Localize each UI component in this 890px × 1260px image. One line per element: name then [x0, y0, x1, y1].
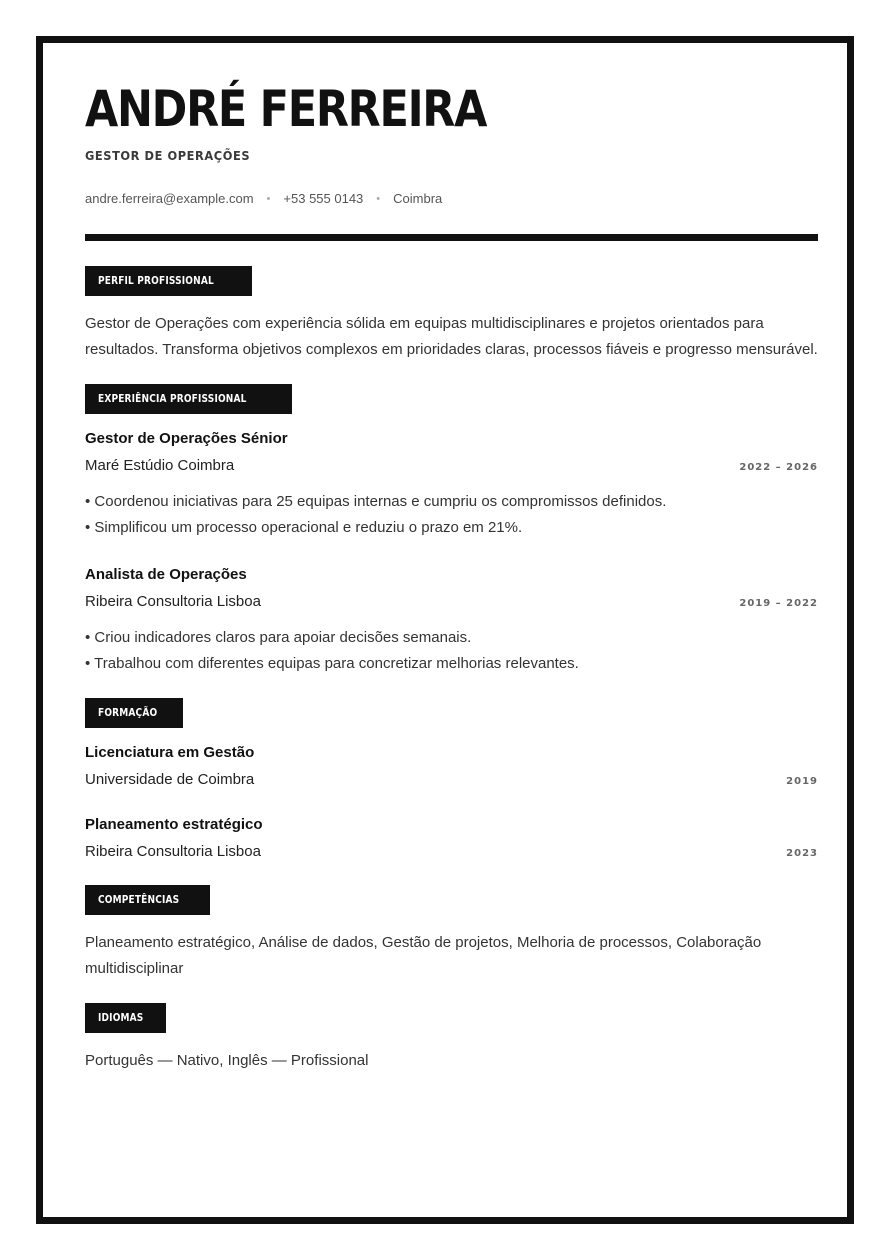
separator-dot: • [266, 192, 271, 205]
contact-location: Coimbra [393, 191, 443, 206]
candidate-name: ANDRÉ FERREIRA [85, 80, 487, 138]
candidate-role: GESTOR DE OPERAÇÕES [85, 149, 251, 163]
education-title: Planeamento estratégico [85, 816, 263, 833]
contact-phone[interactable]: +53 555 0143 [283, 191, 364, 206]
achievement-item: • Simplificou um processo operacional e reduziu o prazo em 21%. [85, 515, 818, 541]
education-institution: Ribeira Consultoria Lisboa [85, 843, 261, 860]
resume-page [36, 36, 854, 1224]
contact-email[interactable]: andre.ferreira@example.com [85, 191, 254, 206]
job-title: Analista de Operações [85, 566, 247, 583]
job-company: Maré Estúdio Coimbra [85, 457, 235, 474]
section-heading-experience: EXPERIÊNCIA PROFISSIONAL [85, 384, 292, 414]
section-heading-skills: COMPETÊNCIAS [85, 885, 210, 915]
achievement-item: • Criou indicadores claros para apoiar decisões semanais. [85, 625, 818, 651]
job-achievements [85, 489, 818, 541]
contact-line [85, 191, 442, 206]
section-heading-education: FORMAÇÃO [85, 698, 183, 728]
education-year: 2023 [786, 848, 818, 859]
section-heading-languages: IDIOMAS [85, 1003, 166, 1033]
education-year: 2019 [786, 776, 818, 787]
skills-text: Planeamento estratégico, Análise de dados, Gestão de projetos, Melhoria de processos, Colaboração multidisciplinar [85, 934, 762, 977]
job-achievements [85, 625, 818, 677]
languages-text: Português — Nativo, Inglês — Profissional [85, 1052, 369, 1069]
job-title: Gestor de Operações Sénior [85, 430, 288, 447]
achievement-item: • Coordenou iniciativas para 25 equipas internas e cumpriu os compromissos definidos. [85, 489, 818, 515]
achievement-item: • Trabalhou com diferentes equipas para concretizar melhorias relevantes. [85, 651, 818, 677]
education-institution: Universidade de Coimbra [85, 771, 255, 788]
separator-dot: • [376, 192, 381, 205]
job-company: Ribeira Consultoria Lisboa [85, 593, 261, 610]
section-heading-profile: PERFIL PROFISSIONAL [85, 266, 252, 296]
education-title: Licenciatura em Gestão [85, 744, 255, 761]
job-dates: 2019 – 2022 [739, 598, 818, 609]
header-divider [85, 234, 818, 241]
profile-text: Gestor de Operações com experiência sólida em equipas multidisciplinares e projetos orientados para resultados. Transforma objetivos complexos em prioridades claras, processos fiáveis e progresso mensurável. [85, 315, 818, 358]
job-dates: 2022 – 2026 [739, 462, 818, 473]
